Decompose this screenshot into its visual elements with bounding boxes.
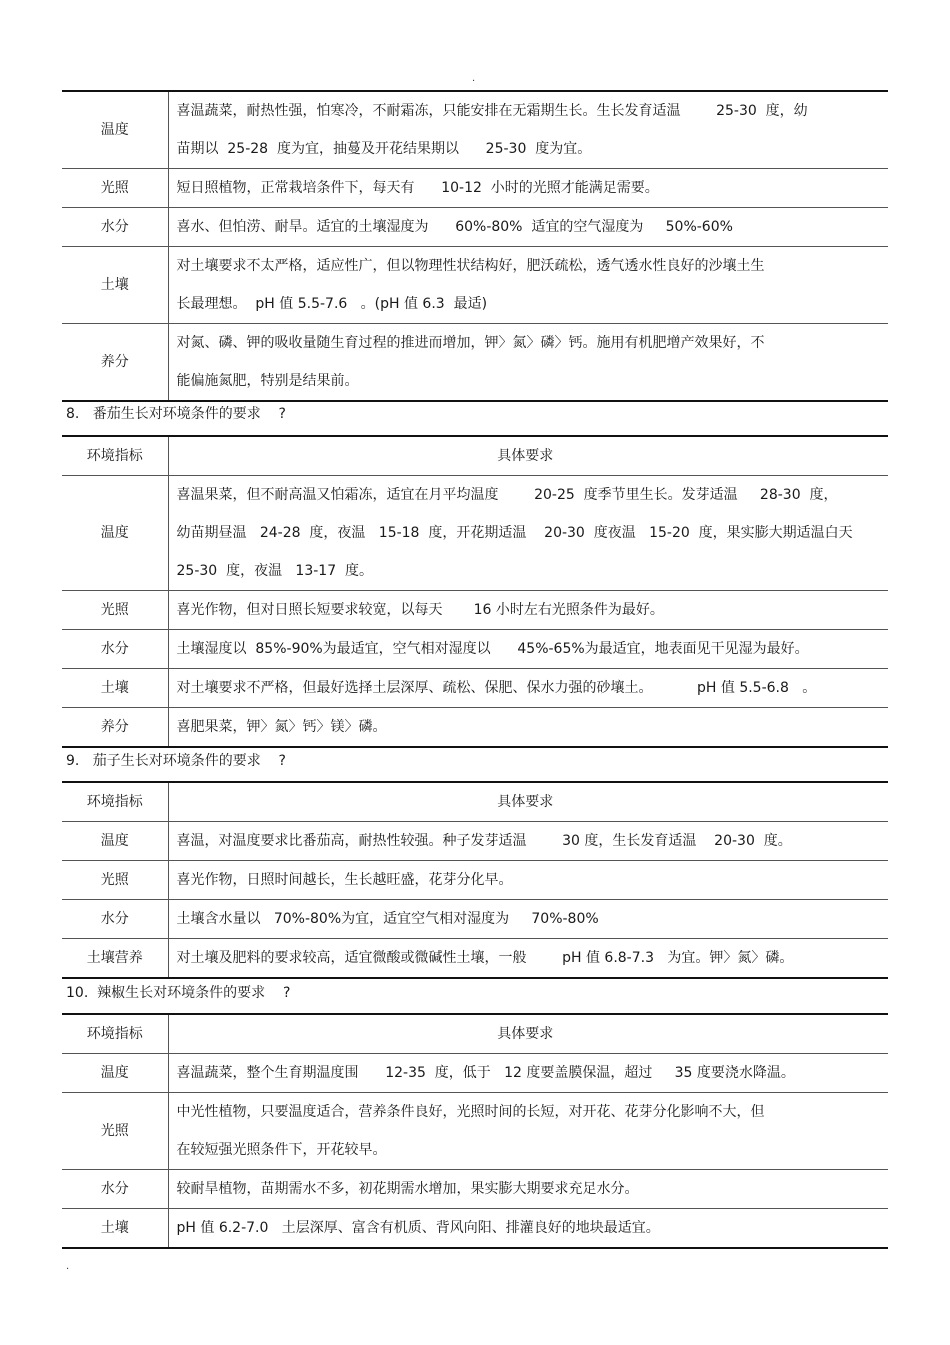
requirement-line: 土壤含水量以 70%-80%为宜，适宜空气相对湿度为 70%-80%: [176, 911, 599, 927]
table-header-row: [62, 782, 888, 822]
table-row: [62, 1054, 888, 1093]
indicator-cell: 水分: [62, 208, 168, 247]
requirement-cell: [168, 1209, 888, 1249]
requirement-line: 喜光作物，但对日照长短要求较宽，以每天 16 小时左右光照条件为最好。: [176, 602, 664, 618]
eggplant-requirements-table: [62, 781, 888, 979]
requirement-cell: [168, 1054, 888, 1093]
table-row: [62, 1093, 888, 1170]
requirement-line: 喜温，对温度要求比番茄高，耐热性较强。种子发芽适温 30 度，生长发育适温 20-30 度。: [176, 833, 792, 849]
requirement-cell: [168, 169, 888, 208]
requirement-line: 喜温蔬菜，整个生育期温度围 12-35 度，低于 12 度要盖膜保温，超过 35 度要浇水降温。: [176, 1065, 795, 1081]
header-indicator: 环境指标: [62, 436, 168, 476]
header-requirement: 具体要求: [168, 782, 888, 822]
indicator-cell: 温度: [62, 91, 168, 169]
section-8-heading: 8. 番茄生长对环境条件的要求 ?: [66, 406, 286, 422]
requirement-line: 喜温蔬菜，耐热性强，怕寒冷，不耐霜冻，只能安排在无霜期生长。生长发育适温 25-30 度，幼: [176, 103, 808, 119]
tomato-requirements-table: [62, 435, 888, 748]
table-row: [62, 169, 888, 208]
requirement-line: 能偏施氮肥，特别是结果前。: [176, 373, 359, 389]
indicator-cell: 温度: [62, 476, 168, 591]
indicator-cell: 温度: [62, 822, 168, 861]
table-row: [62, 324, 888, 402]
table-row: [62, 669, 888, 708]
pepper-requirements-table: [62, 1013, 888, 1249]
requirement-cell: [168, 247, 888, 324]
requirement-line: 25-30 度，夜温 13-17 度。: [176, 563, 374, 579]
indicator-cell: 土壤: [62, 247, 168, 324]
indicator-cell: 土壤: [62, 669, 168, 708]
requirement-line: 对氮、磷、钾的吸收量随生育过程的推进而增加，钾〉氮〉磷〉钙。施用有机肥增产效果好，不: [176, 335, 765, 351]
table-row: [62, 708, 888, 748]
requirement-line: 对土壤及肥料的要求较高，适宜微酸或微碱性土壤，一般 pH 值 6.8-7.3 为宜。钾〉氮〉磷。: [176, 950, 794, 966]
table-header-row: [62, 436, 888, 476]
requirement-cell: [168, 324, 888, 402]
requirement-cell: [168, 476, 888, 591]
indicator-cell: 养分: [62, 324, 168, 402]
indicator-cell: 温度: [62, 1054, 168, 1093]
indicator-cell: 水分: [62, 1170, 168, 1209]
section-10-heading: 10. 辣椒生长对环境条件的要求 ?: [66, 985, 291, 1001]
requirement-line: 中光性植物，只要温度适合，营养条件良好，光照时间的长短，对开花、花芽分化影响不大，但: [176, 1104, 765, 1120]
requirement-cell: [168, 708, 888, 748]
indicator-cell: 光照: [62, 169, 168, 208]
indicator-cell: 水分: [62, 900, 168, 939]
indicator-cell: 光照: [62, 861, 168, 900]
requirement-cell: [168, 1093, 888, 1170]
table-row: [62, 247, 888, 324]
header-indicator: 环境指标: [62, 782, 168, 822]
table-row: [62, 208, 888, 247]
requirement-line: 对土壤要求不太严格，适应性广，但以物理性状结构好，肥沃疏松，透气透水性良好的沙壤土生: [176, 258, 765, 274]
requirement-cell: [168, 208, 888, 247]
requirement-line: 喜光作物，日照时间越长，生长越旺盛，花芽分化早。: [176, 872, 513, 888]
requirement-line: 苗期以 25-28 度为宜，抽蔓及开花结果期以 25-30 度为宜。: [176, 141, 592, 157]
table-row: [62, 939, 888, 979]
indicator-cell: 光照: [62, 1093, 168, 1170]
requirement-cell: [168, 900, 888, 939]
requirement-line: 短日照植物，正常栽培条件下，每天有 10-12 小时的光照才能满足需要。: [176, 180, 659, 196]
requirement-line: 土壤湿度以 85%-90%为最适宜，空气相对湿度以 45%-65%为最适宜，地表面见干见湿为最好。: [176, 641, 809, 657]
requirement-cell: [168, 861, 888, 900]
table-row: [62, 591, 888, 630]
section-8-table-wrap: [62, 435, 888, 748]
table-row: [62, 91, 888, 169]
page-top-dot: .: [472, 73, 476, 84]
page-bottom-dot: .: [66, 1261, 70, 1272]
table-row: [62, 900, 888, 939]
table-row: [62, 861, 888, 900]
requirement-line: 较耐旱植物，苗期需水不多，初花期需水增加，果实膨大期要求充足水分。: [176, 1181, 639, 1197]
requirement-line: 喜温果菜，但不耐高温又怕霜冻，适宜在月平均温度 20-25 度季节里生长。发芽适温 28-30 度，: [176, 487, 838, 503]
indicator-cell: 养分: [62, 708, 168, 748]
table-row: [62, 822, 888, 861]
table-row: [62, 1209, 888, 1249]
requirement-line: pH 值 6.2-7.0 土层深厚、富含有机质、背风向阳、排灌良好的地块最适宜。: [176, 1220, 660, 1236]
section-10-table-wrap: [62, 1013, 888, 1249]
table-header-row: [62, 1014, 888, 1054]
continued-requirements-table: [62, 90, 888, 402]
indicator-cell: 土壤: [62, 1209, 168, 1249]
table-row: [62, 476, 888, 591]
requirement-line: 喜肥果菜，钾〉氮〉钙〉镁〉磷。: [176, 719, 387, 735]
requirement-line: 对土壤要求不严格，但最好选择土层深厚、疏松、保肥、保水力强的砂壤土。 pH 值 5.5-6.8 。: [176, 680, 817, 696]
requirement-cell: [168, 822, 888, 861]
requirement-cell: [168, 939, 888, 979]
requirement-cell: [168, 630, 888, 669]
indicator-cell: 水分: [62, 630, 168, 669]
requirement-line: 长最理想。 pH 值 5.5-7.6 。(pH 值 6.3 最适): [176, 296, 488, 312]
section-9-table-wrap: [62, 781, 888, 979]
table-continued: [62, 90, 888, 402]
indicator-cell: 光照: [62, 591, 168, 630]
header-requirement: 具体要求: [168, 1014, 888, 1054]
requirement-line: 在较短强光照条件下，开花较早。: [176, 1142, 387, 1158]
table-row: [62, 630, 888, 669]
requirement-line: 幼苗期昼温 24-28 度，夜温 15-18 度，开花期适温 20-30 度夜温 15-20 度，果实膨大期适温白天: [176, 525, 853, 541]
requirement-cell: [168, 669, 888, 708]
requirement-cell: [168, 1170, 888, 1209]
indicator-cell: 土壤营养: [62, 939, 168, 979]
header-requirement: 具体要求: [168, 436, 888, 476]
requirement-line: 喜水、但怕涝、耐旱。适宜的土壤湿度为 60%-80% 适宜的空气湿度为 50%-60%: [176, 219, 733, 235]
requirement-cell: [168, 591, 888, 630]
requirement-cell: [168, 91, 888, 169]
header-indicator: 环境指标: [62, 1014, 168, 1054]
section-9-heading: 9. 茄子生长对环境条件的要求 ?: [66, 753, 286, 769]
table-row: [62, 1170, 888, 1209]
